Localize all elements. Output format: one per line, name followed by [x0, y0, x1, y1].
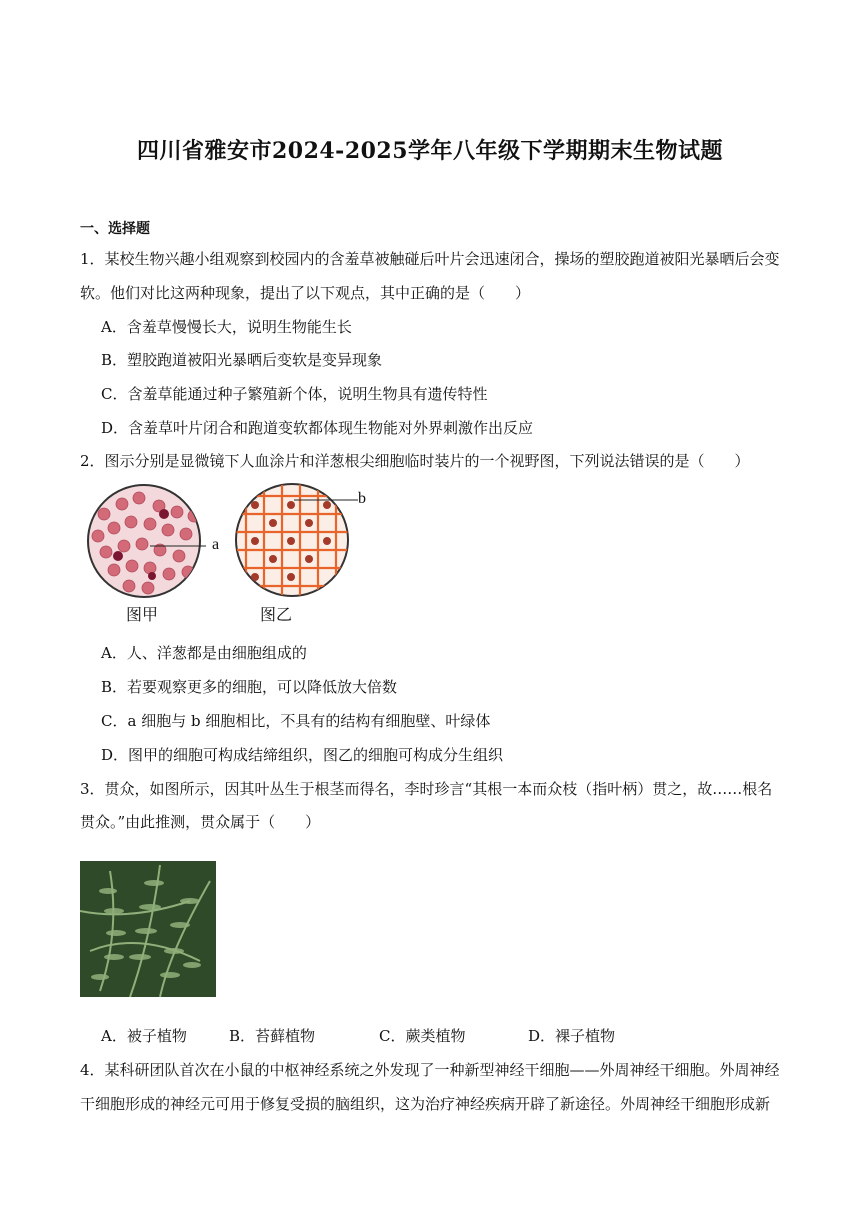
- question-3-option-c: C．蕨类植物: [379, 1027, 466, 1045]
- question-1-option-a: A．含羞草慢慢长大，说明生物能生长: [101, 318, 352, 336]
- document-title: 四川省雅安市2024-2025学年八年级下学期期末生物试题: [136, 138, 724, 164]
- question-2-option-b: B．若要观察更多的细胞，可以降低放大倍数: [101, 678, 398, 696]
- label-b: b: [358, 490, 366, 507]
- question-2-text-line-1: 2．图示分别是显微镜下人血涂片和洋葱根尖细胞临时装片的一个视野图，下列说法错误的是（ ）: [80, 452, 750, 470]
- question-4-text-line-1: 4．某科研团队首次在小鼠的中枢神经系统之外发现了一种新型神经干细胞——外周神经干细胞。外周神经: [80, 1061, 780, 1079]
- fern-photo: [80, 861, 216, 997]
- question-3-option-a: A．被子植物: [101, 1027, 187, 1045]
- question-2-option-c: C．a 细胞与 b 细胞相比，不具有的结构有细胞壁、叶绿体: [101, 712, 491, 730]
- question-2-option-d: D．图甲的细胞可构成结缔组织，图乙的细胞可构成分生组织: [101, 746, 504, 764]
- question-4-text-line-2: 干细胞形成的神经元可用于修复受损的脑组织，这为治疗神经疾病开辟了新途径。外周神经干细胞形成新: [80, 1095, 771, 1113]
- figure-a-caption: 图甲: [126, 605, 159, 624]
- question-3-option-b: B．苔藓植物: [229, 1027, 316, 1045]
- question-3-option-d: D．裸子植物: [528, 1027, 616, 1045]
- question-1-option-d: D．含羞草叶片闭合和跑道变软都体现生物能对外界刺激作出反应: [101, 419, 534, 437]
- question-3-text-line-2: 贯众。”由此推测，贯众属于（ ）: [80, 813, 321, 831]
- question-2-option-a: A．人、洋葱都是由细胞组成的: [101, 644, 307, 662]
- label-a: a: [212, 536, 220, 553]
- question-1-option-b: B．塑胶跑道被阳光暴晒后变软是变异现象: [101, 351, 383, 369]
- onion-root-tip-image: [232, 478, 372, 598]
- figure-b-caption: 图乙: [260, 605, 293, 624]
- question-3-text-line-1: 3．贯众，如图所示，因其叶丛生于根茎而得名，李时珍言“其根一本而众枝（指叶柄）贯之，故……根名: [80, 780, 773, 798]
- question-1-option-c: C．含羞草能通过种子繁殖新个体，说明生物具有遗传特性: [101, 385, 488, 403]
- section-heading: 一、选择题: [80, 221, 150, 237]
- question-1-text-line-2: 软。他们对比这两种现象，提出了以下观点，其中正确的是（ ）: [80, 284, 531, 302]
- question-1-text-line-1: 1．某校生物兴趣小组观察到校园内的含羞草被触碰后叶片会迅速闭合，操场的塑胶跑道被阳光暴晒后会变: [80, 250, 780, 268]
- microscope-figure: [84, 484, 374, 624]
- blood-smear-image: [84, 484, 214, 599]
